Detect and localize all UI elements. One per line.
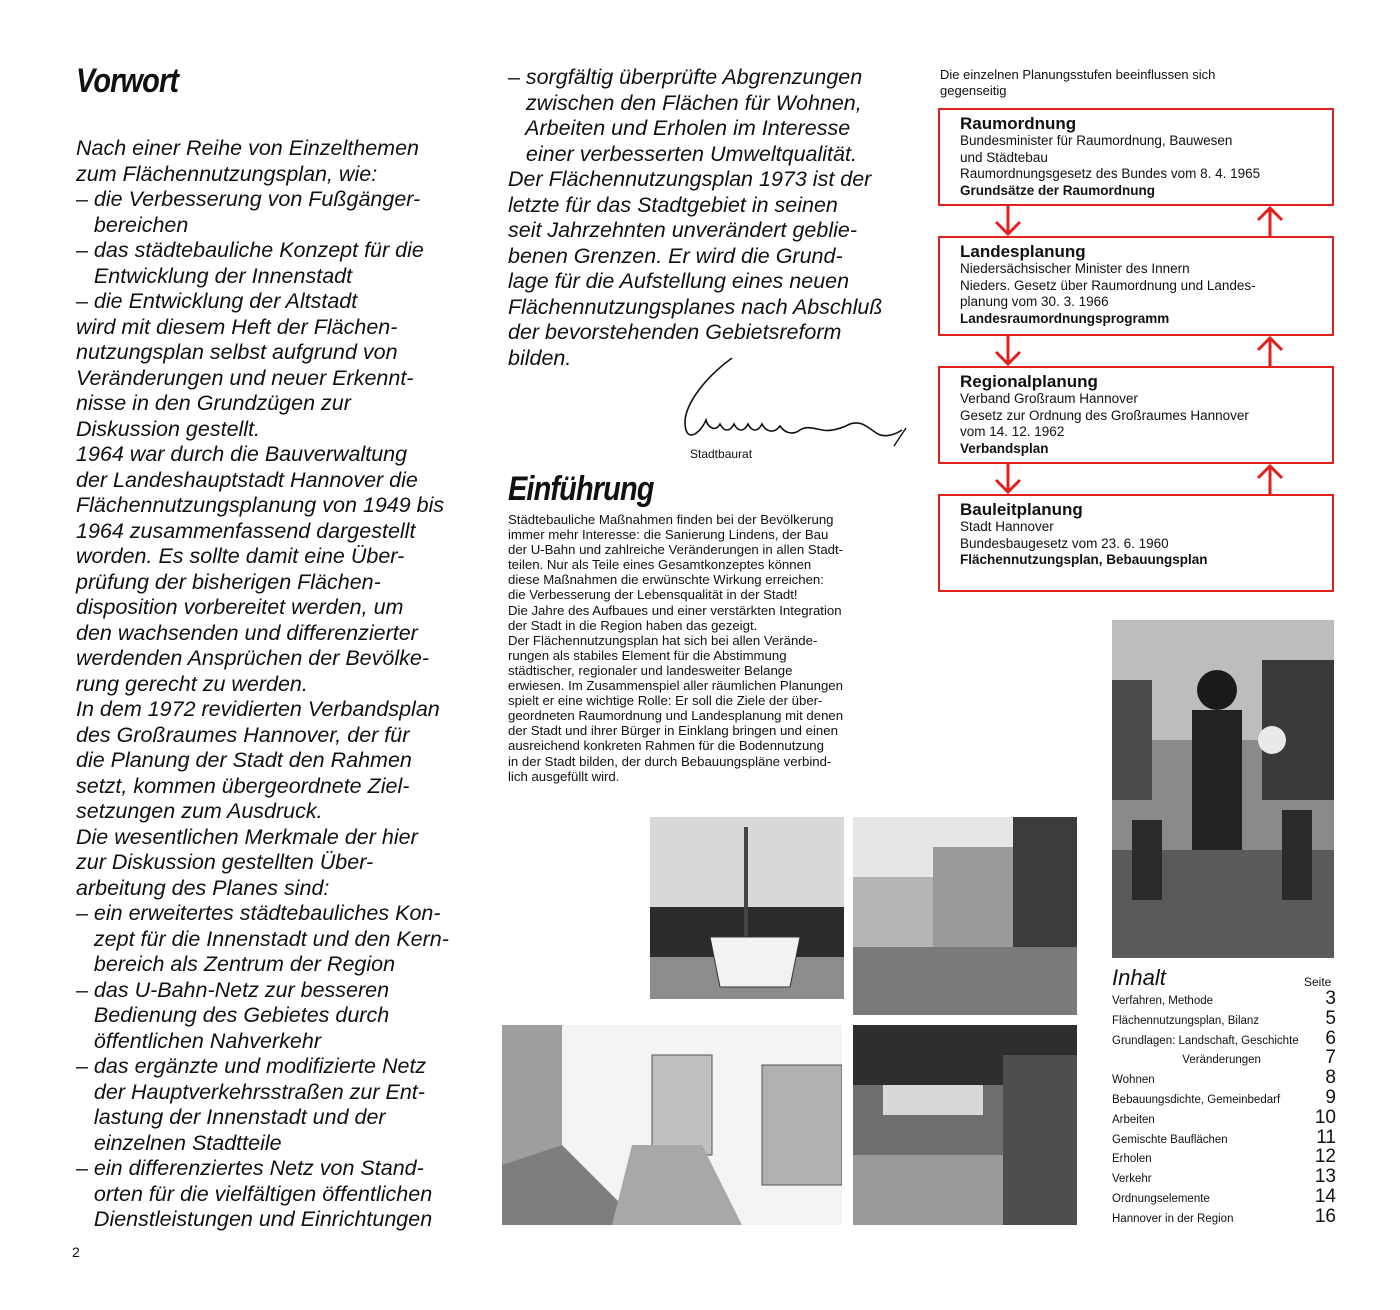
toc-entry-page: 16: [1314, 1205, 1336, 1227]
text-line: Diskussion gestellt.: [76, 416, 261, 441]
toc-entry-label: Veränderungen: [1112, 1054, 1261, 1067]
page-number: 2: [72, 1244, 80, 1260]
text-line: arbeitung des Planes sind:: [76, 875, 330, 900]
text-line: – die Verbesserung von Fußgänger-: [76, 187, 421, 211]
text-line: der Landeshauptstadt Hannover die: [76, 467, 418, 492]
text-line: worden. Es sollte damit eine Über-: [76, 544, 405, 568]
text-line: nisse in den Grundzügen zur: [76, 391, 351, 415]
arrow-down-icon: [996, 206, 1020, 234]
planning-box-line: Raumordnungsgesetz des Bundes vom 8. 4. 1965: [960, 166, 1261, 182]
toc-entry: [1112, 990, 1336, 1010]
toc-entry-page: 12: [1314, 1146, 1336, 1168]
text-line: der Hauptverkehrsstraßen zur Ent-: [76, 1079, 425, 1104]
planning-box-line: planung vom 30. 3. 1966: [960, 294, 1109, 310]
toc-entry: [1112, 1007, 1336, 1030]
arrow-up-icon: [1258, 466, 1282, 494]
text-line: Dienstleistungen und Einrichtungen: [76, 1207, 433, 1231]
text-line: Flächennutzungsplanes nach Abschluß: [508, 294, 883, 319]
text-line: immer mehr Interesse: die Sanierung Lindens, der Bau: [508, 527, 829, 543]
text-line: Der Flächennutzungsplan hat sich bei allen Verände-: [508, 632, 818, 648]
text-line: den wachsenden und differenzierter: [76, 620, 418, 645]
vorwort-title: Vorwort: [76, 62, 179, 100]
planning-box-regionalplanung: [938, 366, 1334, 464]
text-line: – sorgfältig überprüfte Abgrenzungen: [508, 65, 863, 89]
text-line: der bevorstehenden Gebietsreform: [508, 320, 842, 344]
text-line: Entwicklung der Innenstadt: [76, 263, 353, 288]
arrow-up-icon: [1258, 208, 1282, 236]
toc-entry-page: 11: [1316, 1126, 1336, 1148]
planning-box-result: Grundsätze der Raumordnung: [960, 182, 1156, 198]
vorwort-text: [76, 136, 496, 1233]
text-line: der U-Bahn und zahlreiche Veränderungen in allen Stadt-: [508, 542, 844, 558]
text-line: einzelnen Stadtteile: [76, 1130, 282, 1155]
toc-entry-page: 9: [1325, 1087, 1336, 1108]
text-line: letzte für das Stadtgebiet in seinen: [508, 192, 838, 217]
toc-entry: [1112, 1126, 1336, 1149]
text-line: lage für die Aufstellung eines neuen: [508, 269, 850, 293]
text-line: diese Maßnahmen die erwünschte Wirkung erreichen:: [508, 572, 824, 588]
text-line: lastung der Innenstadt und der: [76, 1105, 386, 1129]
planning-box-line: Niedersächsischer Minister des Innern: [960, 261, 1190, 276]
text-line: zwischen den Flächen für Wohnen,: [508, 90, 862, 115]
text-line: 1964 zusammenfassend dargestellt: [76, 518, 416, 543]
text-line: zept für die Innenstadt und den Kern-: [76, 926, 449, 951]
toc-entry-label: Ordnungselemente: [1112, 1193, 1210, 1205]
text-line: setzt, kommen übergeordnete Ziel-: [76, 773, 410, 798]
toc-entry: [1112, 1049, 1336, 1069]
toc-entry-label: Erholen: [1112, 1153, 1152, 1166]
text-line: der Stadt in die Region haben das gezeigt.: [508, 617, 758, 633]
text-line: nutzungsplan selbst aufgrund von: [76, 340, 398, 364]
planning-box-landesplanung: [938, 236, 1334, 336]
text-line: bereich als Zentrum der Region: [76, 952, 396, 976]
text-line: spielt er eine wichtige Rolle: Er soll die Ziele der über-: [508, 693, 823, 709]
diagram-intro: Die einzelnen Planungsstufen beeinflussen sich gegenseitig: [940, 67, 1216, 98]
arrow-down-icon: [996, 336, 1020, 364]
toc-entry: [1112, 1188, 1336, 1208]
toc-entry: [1112, 1205, 1336, 1228]
planning-box-title: Regionalplanung: [960, 372, 1098, 391]
planning-box-line: Gesetz zur Ordnung des Großraumes Hannover: [960, 407, 1249, 423]
text-line: – das ergänzte und modifizierte Netz: [76, 1054, 427, 1078]
text-line: – die Entwicklung der Altstadt: [76, 289, 358, 313]
text-line: die Verbesserung der Lebensqualität in der Stadt!: [508, 587, 798, 603]
text-line: Die Jahre des Aufbaues und einer verstärkten Integration: [508, 602, 842, 618]
signature-label: Stadtbaurat: [690, 447, 753, 461]
toc-entry-page: 6: [1325, 1027, 1336, 1049]
text-line: Flächennutzungsplanung von 1949 bis: [76, 493, 445, 517]
planning-box-line: Bundesbaugesetz vom 23. 6. 1960: [960, 535, 1169, 551]
toc-entry: [1112, 1148, 1336, 1168]
text-line: geordneten Raumordnung und Landesplanung mit denen: [508, 708, 844, 724]
toc-page-header: Seite: [1304, 975, 1332, 989]
toc-entry-page: 7: [1325, 1047, 1336, 1069]
toc-entry-page: 3: [1325, 988, 1336, 1009]
illustration-pedestrian-zone: [502, 1025, 842, 1225]
text-line: 1964 war durch die Bauverwaltung: [76, 442, 408, 466]
toc-entry: [1112, 1106, 1336, 1129]
text-line: zum Flächennutzungsplan, wie:: [76, 161, 378, 186]
text-line: Die wesentlichen Merkmale der hier: [76, 824, 418, 849]
text-line: teilen. Nur als Teile eines Gesamtkonzeptes können: [508, 557, 812, 573]
photo-lake-boat: [650, 817, 844, 999]
text-line: Städtebauliche Maßnahmen finden bei der Bevölkerung: [508, 512, 834, 527]
toc-entry: [1112, 1069, 1336, 1089]
planning-box-title: Bauleitplanung: [960, 500, 1083, 519]
planning-box-line: Bundesminister für Raumordnung, Bauwesen: [960, 133, 1233, 148]
photo-street-cafe: [853, 1025, 1077, 1225]
text-line: einer verbesserten Umweltqualität.: [508, 141, 857, 166]
planning-box-line: Nieders. Gesetz über Raumordnung und Landes-: [960, 277, 1256, 293]
text-line: – das U-Bahn-Netz zur besseren: [76, 977, 390, 1002]
text-line: Veränderungen und neuer Erkennt-: [76, 365, 414, 390]
text-line: seit Jahrzehnten unverändert geblie-: [508, 218, 857, 242]
toc-entry-page: 13: [1314, 1166, 1336, 1188]
text-line: die Planung der Stadt den Rahmen: [76, 748, 412, 772]
text-line: bilden.: [508, 345, 572, 370]
einfuehrung-title: Einführung: [508, 470, 654, 508]
toc-entry-label: Arbeiten: [1112, 1113, 1155, 1126]
planning-box-title: Raumordnung: [960, 114, 1077, 133]
planning-box-result: Verbandsplan: [960, 440, 1049, 456]
toc-entry-page: 10: [1314, 1106, 1336, 1128]
arrow-up-icon: [1258, 338, 1282, 366]
planning-box-title: Landesplanung: [960, 242, 1086, 261]
text-line: werdenden Ansprüchen der Bevölke-: [76, 646, 429, 670]
text-line: erwiesen. Im Zusammenspiel aller räumlichen Planungen: [508, 678, 843, 694]
arrow-down-icon: [996, 464, 1020, 492]
text-line: Bedienung des Gebietes durch: [76, 1003, 390, 1027]
text-line: städtischer, regionaler und landesweiter Belange: [508, 662, 793, 678]
toc-entry-label: Wohnen: [1112, 1074, 1155, 1087]
planning-box-line: vom 14. 12. 1962: [960, 424, 1065, 440]
toc-entry-page: 5: [1325, 1007, 1336, 1029]
toc-entry-page: 8: [1325, 1067, 1336, 1089]
text-line: in der Stadt bilden, der durch Bebauungspläne verbind-: [508, 753, 832, 769]
text-line: orten für die vielfältigen öffentlichen: [76, 1181, 433, 1206]
text-line: öffentlichen Nahverkehr: [76, 1028, 321, 1053]
planning-box-result: Landesraumordnungsprogramm: [960, 310, 1170, 326]
einfuehrung-text: [508, 512, 908, 784]
text-line: disposition vorbereitet werden, um: [76, 595, 404, 619]
photo-market-statue: [1112, 620, 1334, 958]
toc-entry: [1112, 1168, 1336, 1188]
toc-entry: [1112, 1089, 1336, 1109]
vorwort-continuation: [508, 65, 918, 371]
toc-entry: [1112, 1027, 1336, 1050]
text-line: – ein differenziertes Netz von Stand-: [76, 1156, 424, 1180]
toc-entry-label: Flächennutzungsplan, Bilanz: [1112, 1014, 1260, 1027]
toc-entry-label: Verfahren, Methode: [1112, 995, 1214, 1007]
toc-entry-label: Bebauungsdichte, Gemeinbedarf: [1112, 1094, 1281, 1106]
text-line: Der Flächennutzungsplan 1973 ist der: [508, 167, 872, 191]
text-line: lich ausgefüllt wird.: [508, 768, 620, 784]
toc-entry-label: Hannover in der Region: [1112, 1212, 1234, 1225]
text-line: – das städtebauliche Konzept für die: [76, 238, 424, 262]
toc-entry-page: 14: [1314, 1186, 1336, 1207]
text-line: rung gerecht zu werden.: [76, 671, 308, 696]
text-line: rungen als stabiles Element für die Abstimmung: [508, 647, 787, 663]
planning-box-line: Stadt Hannover: [960, 519, 1054, 534]
text-line: prüfung der bisherigen Flächen-: [76, 569, 381, 594]
toc-entry-label: Verkehr: [1112, 1173, 1152, 1186]
planning-box-line: und Städtebau: [960, 149, 1048, 165]
planning-box-bauleitplanung: [938, 494, 1334, 592]
text-line: des Großraumes Hannover, der für: [76, 722, 410, 747]
text-line: der Stadt und ihrer Bürger in Einklang bringen und einen: [508, 723, 838, 739]
toc-entry-label: Gemischte Bauflächen: [1112, 1133, 1228, 1146]
text-line: zur Diskussion gestellten Über-: [76, 850, 374, 874]
toc-title: Inhalt: [1112, 965, 1166, 990]
planning-box-raumordnung: [938, 108, 1334, 206]
text-line: wird mit diesem Heft der Flächen-: [76, 314, 398, 339]
text-line: benen Grenzen. Er wird die Grund-: [508, 243, 843, 268]
planning-box-result: Flächennutzungsplan, Bebauungsplan: [960, 552, 1208, 568]
photo-city-square: [853, 817, 1077, 1015]
text-line: Arbeiten und Erholen im Interesse: [508, 116, 851, 140]
text-line: ausreichend konkreten Rahmen für die Bodennutzung: [508, 738, 824, 754]
signature-image: [672, 350, 912, 450]
text-line: setzungen zum Ausdruck.: [76, 799, 323, 823]
text-line: Nach einer Reihe von Einzelthemen: [76, 136, 420, 160]
toc-entry-label: Grundlagen: Landschaft, Geschichte: [1112, 1034, 1299, 1047]
text-line: bereichen: [76, 212, 189, 237]
text-line: In dem 1972 revidierten Verbandsplan: [76, 697, 440, 721]
text-line: – ein erweitertes städtebauliches Kon-: [76, 901, 441, 925]
planning-box-line: Verband Großraum Hannover: [960, 391, 1138, 406]
